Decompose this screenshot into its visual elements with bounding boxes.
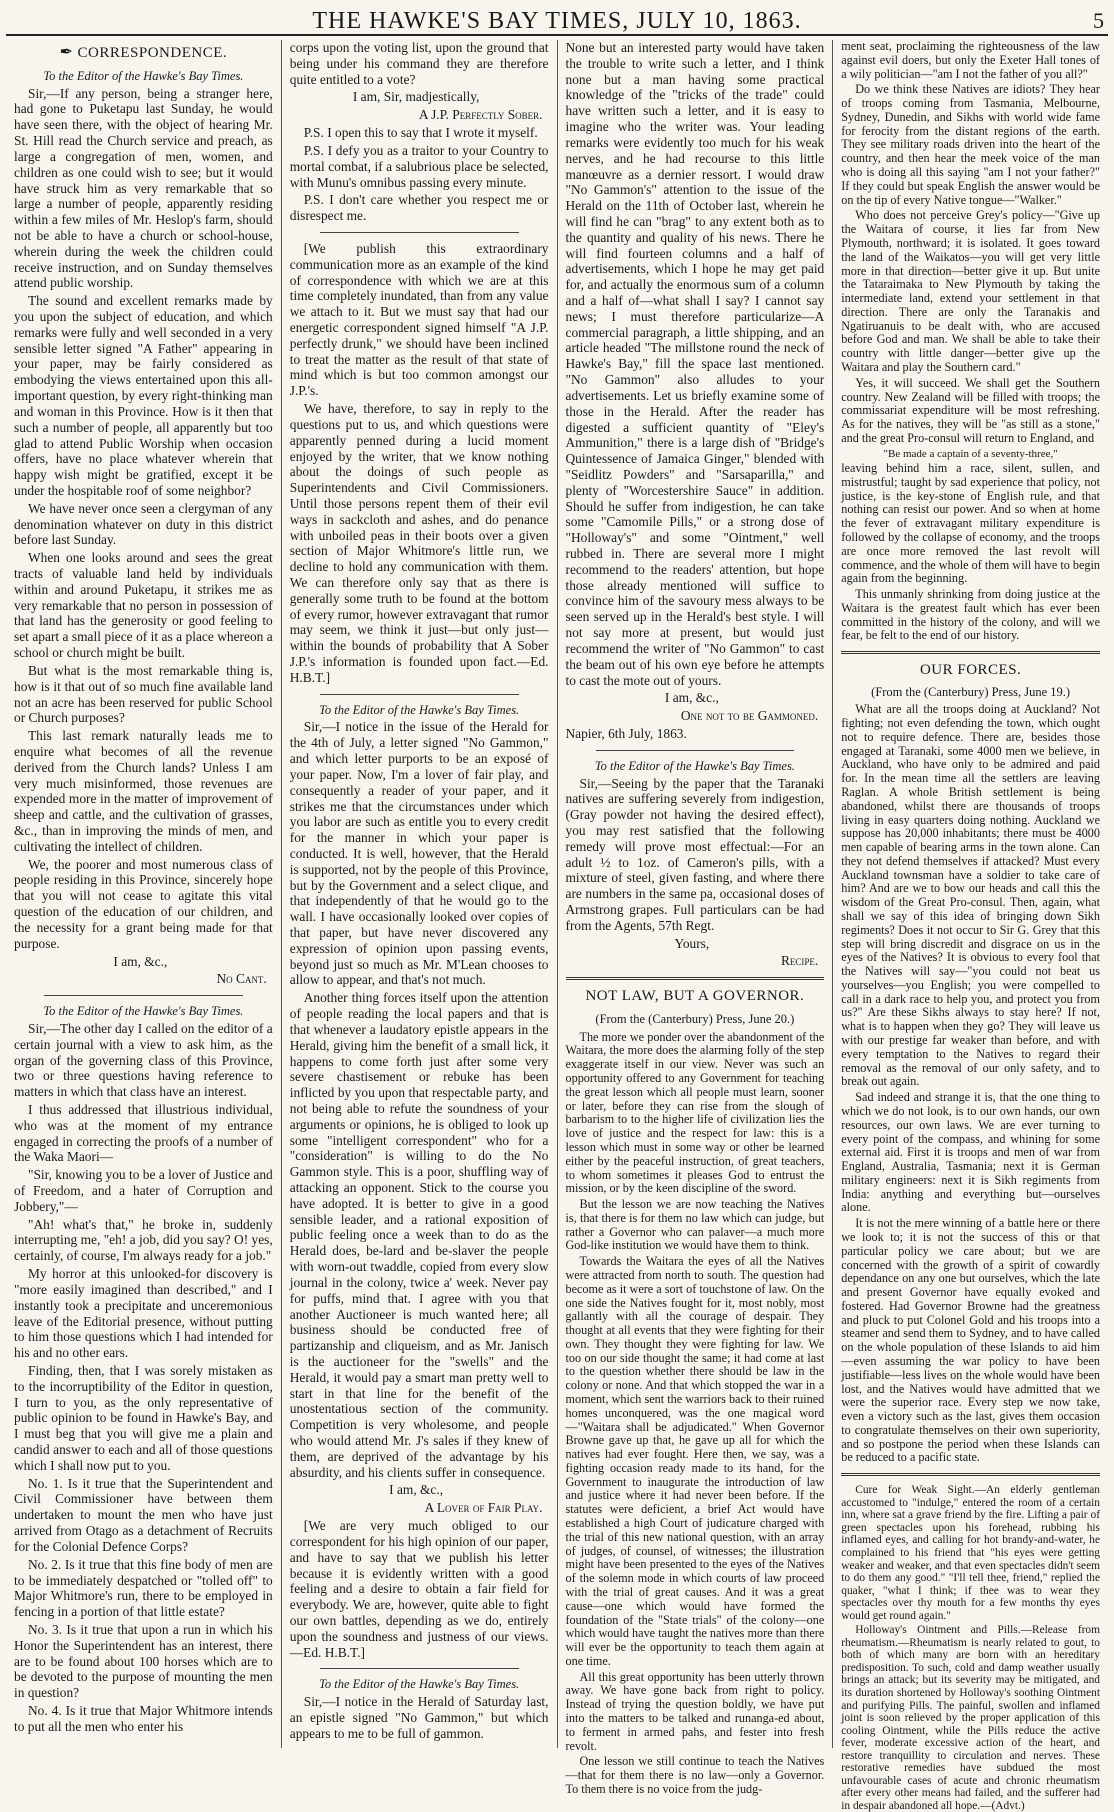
- divider: [320, 232, 519, 233]
- paragraph: This last remark naturally leads me to enquire what becomes of all the revenue derived from the Church lands? Unless I am very much misinformed, those revenues are expended more in the matter of improvement of sheep and cattle, and the cultivation of grasses, &c., than in improving the minds of men, and cultivating the intellect of children.: [14, 728, 273, 854]
- divider: [596, 750, 795, 751]
- divider: [44, 995, 243, 996]
- letter-closing: I am, &c.,: [664, 690, 719, 706]
- paragraph: This unmanly shrinking from doing justice at the Waitara is the greatest fault which has ever been committed in the history of the colony, and will we fear, be felt to the end of our history.: [841, 587, 1100, 643]
- paragraph: But what is the most remarkable thing is, how is it that out of so much fine available land not an acre has been reserved for public School or Church purposes?: [14, 662, 273, 726]
- paragraph: "Ah! what's that," he broke in, suddenly interrupting me, "eh! a job, did you say? O! yes, certainly, of course, I'm always ready for a job.": [14, 1216, 273, 1264]
- double-divider: [841, 1473, 1100, 1476]
- paragraph: No. 3. Is it true that upon a run in which his Honor the Superintendent has an interest, there are to be found about 100 horses which are to be devoted to the purpose of mounting the men in question?: [14, 1621, 273, 1701]
- postscript: P.S. I don't care whether you respect me or disrespect me.: [289, 192, 549, 224]
- letter-salutation: To the Editor of the Hawke's Bay Times.: [594, 758, 795, 773]
- paragraph: ment seat, proclaiming the righteousness of the law against evil doers, but only the Exeter Hall tones of a wily politician—"am I not the father of you all?": [841, 39, 1100, 81]
- paragraph: Yes, it will succeed. We shall get the Southern country. New Zealand will be filled with troops; the commissariat expenditure will be most refreshing. As for the natives, they will be "as still as a stone," and the great Pro-consul will return to England, and: [841, 375, 1100, 445]
- letter-signature: Recipe.: [780, 953, 819, 969]
- section-header-label: CORRESPONDENCE.: [77, 45, 228, 61]
- page-number: 5: [1093, 8, 1104, 33]
- paragraph: Another thing forces itself upon the attention of people reading the local papers and that is that whenever a laudatory epistle appears in the Herald, giving him the benefit of a small lick, it happens to come forth just after some very severe chastisement or rebuke has been inflicted by you upon that respectable party, and not being able to refute the soundness of your arguments or opinions, he is obliged to look up some "intelligent correspondent" who for a "consideration" is willing to do the No Gammon style. This is a poor, shuffling way of attacking an opponent. Stick to the course you have adopted. It is better to give in a good sensible leader, and a rational exposition of public feeling once a week than to do as the Herald does, be-lard and be-slaver the people with worn-out twaddle, copied from every slow journal in the colony, twice a' week. Never pay for puffs, mind that. I agree with you that another Auctioneer is much wanted here; all business should be conducted free of partizanship and cliqueism, and as Mr. Janisch is the auctioneer for the "swells" and the Herald, it would pay a smart man pretty well to start in that line for the benefit of the unostentatious section of the community. Competition is very wholesome, and people who would attend Mr. J's sales if they knew of them, are deprived of the advantage by his absurdity, and his clients suffer in consequence.: [289, 990, 549, 1480]
- letter-closing: I am, Sir, madjestically,: [352, 89, 480, 105]
- paragraph: "Sir, knowing you to be a lover of Justice and of Freedom, and a hater of Corruption and Jobbery,"—: [14, 1167, 273, 1214]
- paragraph: We have never once seen a clergyman of any denomination whatever on duty in this district before last Sunday.: [14, 500, 273, 548]
- letter-salutation: To the Editor of the Hawke's Bay Times.: [319, 1677, 520, 1692]
- paragraph: The sound and excellent remarks made by you upon the subject of education, and which remarks were fully and well seconded in a very sensible letter signed "A Father" appearing in your paper, may be fairly considered as embodying the views entertained upon this all-important question, by every right-thinking man and woman in this Province. How is it then that such a number of people, all apparently but too glad to attend Public Worship when occasion offers, have no place whatever wherein that happy wish might be gratified, except it be under the hospitable roof of some neighbor?: [14, 293, 273, 498]
- paragraph: One lesson we still continue to teach the Natives—that for them there is no law—only a Governor. To them there is no voice from the judg-: [565, 1754, 825, 1796]
- paragraph: I thus addressed that illustrious individual, who was at the moment of my entrance engaged in correcting the proofs of a number of the Waka Maori—: [14, 1101, 273, 1165]
- paragraph: Sir,—I notice in the Herald of Saturday last, an epistle signed "No Gammon," but which appears to me to be full of gammon.: [289, 1694, 549, 1741]
- paragraph: Sir,—I notice in the issue of the Herald for the 4th of July, a letter signed "No Gammon," and which letter purports to be an exposé of your paper. Now, I'm a lover of fair play, and consequently a reader of your paper, and it strikes me that the circumstances under which you labor are such as entitle you to every credit for the manner in which your paper is conducted. It is well, however, that the Herald is supported, not by the people of this Province, but by the Government and a select clique, and that independently of that he would go to the wall. I have occasionally looked over copies of that paper, but have never discovered any expression of opinion upon passing events, beyond just so much as Mr. M'Lean chooses to allow to appear, and that's not much.: [289, 719, 549, 988]
- editor-note: [We are very much obliged to our correspondent for his high opinion of our paper, and have to say that we publish his letter because it is evidently written with a good feeling and a desire to obtain a fair field for everybody. We are, however, quite able to fight our own battles, depending as we do, entirely upon the soundness and justness of our views.—Ed. H.B.T.]: [289, 1518, 549, 1660]
- divider: [320, 1668, 519, 1669]
- quotation: "Be made a captain of a seventy-three,": [883, 447, 1058, 460]
- columns: [6, 39, 1108, 1812]
- page-title: THE HAWKE'S BAY TIMES, JULY 10, 1863.: [312, 8, 802, 34]
- paragraph: All this great opportunity has been utterly thrown away. We have gone back from right to policy. Instead of trying the question boldly, we have put into the matters to be talked and runanga-ed about, to ferment in armed pahs, and fester into fresh revolt.: [565, 1669, 825, 1753]
- letter-closing: I am, &c.,: [389, 1482, 444, 1498]
- paragraph: No. 1. Is it true that the Superintendent and Civil Commissioner have between them undertaken to mount the men who have just arrived from Otago as a detachment of Recruits for the Colonial Defence Corps?: [14, 1475, 273, 1554]
- quill-icon: ✒: [59, 44, 74, 61]
- paragraph: No. 2. Is it true that this fine body of men are to be immediately despatched or "tolled off" to Major Whitmore's run, there to be employed in fencing in a portion of that little estate?: [14, 1556, 273, 1620]
- letter-signature: A Lover of Fair Play.: [424, 1500, 543, 1516]
- paragraph: But the lesson we are now teaching the Natives is, that there is for them no law which can judge, but rather a Governor who can palaver—a much more God-like institution we would have them to think.: [565, 1197, 825, 1253]
- paragraph: corps upon the voting list, upon the ground that being under his command they are therefore quite entitled to a vote?: [289, 40, 549, 87]
- letter-closing: Yours,: [674, 935, 710, 951]
- column-4: [833, 39, 1108, 1812]
- masthead: [6, 4, 1108, 36]
- paragraph: When one looks around and sees the great tracts of valuable land held by individuals within and around Puketapu, it strikes me as very remarkable that no person in possession of that land has the generosity or good feeling to set apart a small piece of it as a place whereon a school or church might be built.: [14, 550, 273, 661]
- letter-place-date: Napier, 6th July, 1863.: [565, 725, 687, 741]
- article-source: (From the (Canterbury) Press, June 20.): [595, 1011, 795, 1026]
- letter-salutation: To the Editor of the Hawke's Bay Times.: [43, 68, 244, 83]
- article-source: (From the (Canterbury) Press, June 19.): [871, 685, 1071, 700]
- paragraph: We, the poorer and most numerous class of people residing in this Province, sincerely hope that you will not cease to agitate this vital question of the education of our children, and the necessity for a grant being made for that purpose.: [14, 856, 273, 951]
- paragraph: None but an interested party would have taken the trouble to write such a letter, and I think none but a man having some practical knowledge of the "tricks of the trade" could have written such a letter, and it is easy to imagine who the writer was. Your leading remarks were evidently too much for his weak nerves, and he had recourse to this little manœuvre as a dernier ressort. I would draw "No Gammon's" attention to the issue of the Herald on the 11th of October last, wherein he will find he can "brag" to any extent both as to the quantity and quality of his news. There he will find fourteen columns and a half of advertisements, which I hope he may get paid for, and actually the enormous sum of a column and a half of—what shall I say? I cannot say news; I must therefore particularize—A commercial paragraph, a little shipping, and an article headed "The millstone round the neck of Hawke's Bay," fill the space last mentioned. "No Gammon" also alludes to your advertisements. Let us briefly examine some of those in the Herald. After the reader has digested a sufficient quantity of "Eley's Ammunition," there is a large dish of "Bridge's Quintessence of Jamaica Ginger," blended with "Seidlitz Powders" and "Sarsaparilla," and plenty of "Worcestershire Sauce" in addition. Should he suffer from indigestion, he can take some "Camomile Pills," or a strong dose of "Holloway's" and some "Ointment," well rubbed in. There are several more I might recommend to the readers' attention, but hope those already mentioned will suffice to convince him of the savoury mess always to be seen served up in the Herald's best style. I will not say more at present, but would just recommend the writer of "No Gammon" to cast the beam out of his own eye before he attempts to cast the mote out of yours.: [565, 40, 825, 688]
- double-divider: [841, 651, 1100, 654]
- paragraph: Sir,—If any person, being a stranger here, had gone to Puketapu last Sunday, he would have seen there, with the object of hearing Mr. St. Hill read the Church service and preach, as large a congregation of men, women, and children as one could wish to see; but it would have struck him as very remarkable that so large a number of people, apparently residing within a few miles of Mr. Heslop's farm, should not be able to have a church or school-house, wherein during the week the children could receive instruction, and on Sunday themselves attend public worship.: [14, 85, 273, 291]
- article-body: [566, 1031, 825, 1797]
- paragraph: Finding, then, that I was sorely mistaken as to the incorruptibility of the Editor in question, I turn to you, as the only representative of public opinion to be found in Hawke's Bay, and I must beg that you will give me a plain and candid answer to each and all of those questions which I shall now put to you.: [14, 1362, 273, 1473]
- paragraph: Cure for Weak Sight.—An elderly gentleman accustomed to "indulge," entered the room of a certain inn, where sat a grave friend by the fire. Lifting a pair of green spectacles upon his forehead, rubbing his inflamed eyes, and calling for hot brandy-and-water, he complained to his friend that "his eyes were getting weaker and weaker, and that even spectacles didn't seem to do them any good." "I'll tell thee, friend," replied the quaker, "what I think; if thee was to wear they spectacles over thy mouth for a few months thy eyes would get round again.": [841, 1484, 1100, 1622]
- letter-signature: A J.P. Perfectly Sober.: [418, 107, 543, 123]
- letter-signature: One not to be Gammoned.: [680, 708, 819, 724]
- postscript: P.S. I open this to say that I wrote it myself.: [303, 125, 538, 141]
- paragraph: No. 4. Is it true that Major Whitmore intends to put all the men who enter his: [14, 1703, 273, 1734]
- paragraph: Sad indeed and strange it is, that the one thing to which we do not look, is to our own hands, our own resources, our own laws. We are ever turning to every point of the compass, and whining for some external aid. First it is troops and men of war from England, Australia, Tasmania; next it is German military engineers: next it is Sikh regiments from India: anything and everything but—ourselves alone.: [841, 1090, 1100, 1215]
- article-title: OUR FORCES.: [919, 662, 1022, 679]
- paragraph: Towards the Waitara the eyes of all the Natives were attracted from north to south. The question had become as it were a sort of touchstone of law. On the one side the Natives fought for it, most nobly, most gallantly with all the courage of despair. They thought at all events that they were fighting for their own. They thought they were fighting for law. We too on our side thought the same; it had come at last to the question whether there should be law in the colony or none. And that which stopped the war in a moment, which sent the warriors back to their ruined homes unconquered, was the one magical word—"Waitara shall be adjudicated." When Governor Browne gave up that, he gave up all for which the natives had ever fought. Here then, we say, was a fighting occasion ready made to its hand, for the Government to inaugurate the introduction of law and justice where it had never been before. If the statutes were deficient, a brief Act would have established a high Court of judicature charged with the trial of this new national question, with an array of judges, of counsel, of witnesses; the illustration might have been presented to the eyes of the Natives of the solemn mode in which courts of law proceed with the trial of great causes. And it was a great cause—one which would have formed the foundation of the "State trials" of the colony—one which would have taught the natives more than there will ever be the opportunity to teach them again at one time.: [565, 1254, 825, 1668]
- editor-note: We have, therefore, to say in reply to the questions put to us, and which questions were apparently penned during a lucid moment enjoyed by the writer, that we know nothing about the doings of such people as Superintendents and Civil Commissioners. Until those persons repent them of their evil ways in sackcloth and ashes, and do penance with unboiled peas in their boots over a given section of Major Whitmore's little run, we decline to hold any communication with them. We can therefore only say that as there is generally some truth to be found at the bottom of every rumor, however extravagant that rumor may seem, we think it just—but only just—within the bounds of probability that A Sober J.P.'s information is founded upon fact.—Ed. H.B.T.]: [289, 401, 549, 685]
- column-2: [282, 40, 558, 1748]
- letter-salutation: To the Editor of the Hawke's Bay Times.: [319, 702, 520, 717]
- paragraph: What are all the troops doing at Auckland? Not fighting; not even defending the town, which ought not to require defence. There are, besides those engaged at Taranaki, some 4000 men we believe, in Auckland, who have only to be admired and paid for. In the mean time all the settlers are leaving Raglan. A whole British settlement is being abandoned, whilst there are thousands of troops living in easy quarters doing nothing. Auckland we suppose has 20,000 inhabitants; there must be 4000 men capable of bearing arms in the town alone. Can they not defend themselves if attacked? Must every Auckland townsman have a soldier to take care of him? And are we to bow our heads and call this the wisdom of the Great Pro-consul. Then, again, what shall we say of this idea of bringing down Sikh regiments? Does it not occur to Sir G. Grey that this step will bring discredit and disgrace on us in the eyes of the Natives? It is obvious to every fool that the Natives will say—"you could not beat us yourselves—you English; you were compelled to call in a dark race to help you, and protect you from us?" Are these Sikhs always to stay here? If not, what is to happen when they go? They will leave us with our prestige far weaker than before, and with every temptation to the Natives to regard their removal as the removal of our only safety, and to break out again.: [841, 702, 1100, 1089]
- postscript: P.S. I defy you as a traitor to your Country to mortal combat, if a salubrious place be selected, with Munu's omnibus passing every minute.: [289, 142, 549, 190]
- divider: [320, 694, 519, 695]
- article-title: NOT LAW, BUT A GOVERNOR.: [585, 988, 805, 1005]
- editor-note: [We publish this extraordinary communication more as an example of the kind of correspondence with which we are at this time completely inundated, than from any value we attach to it. But we must say that had our energetic correspondent signed himself "A J.P. perfectly drunk," we should have been inclined to treat the matter as the result of that state of mind which is but too common amongst our J.P.'s.: [289, 240, 549, 399]
- letter-salutation: To the Editor of the Hawke's Bay Times.: [43, 1004, 244, 1019]
- paragraph: leaving behind him a race, silent, sullen, and mistrustful; taught by sad experience that policy, not justice, is the key-stone of English rule, and that nothing can resist our power. And so when at home the fever of extravagant military expenditure is followed by the collapse of economy, and the troops are once more removed the last revolt will commence, and the whole of them will have to begin again from the beginning.: [841, 461, 1100, 586]
- paragraph: It is not the mere winning of a battle here or there we look to; it is not the success of this or that particular policy we care about; but we are concerned with the growth of a spirit of cowardly dependance on any one but ourselves, which the late and present Governor have equally evoked and fostered. Had Governor Browne had the greatness and pluck to put Colonel Gold and his troops into a steamer and send them to Sydney, and to have called on the whole population of these Islands to aid him—even assuming the war policy to have been justifiable—less lives on the whole would have been lost, and the Natives would have admitted that we were the superior race. Every step we now take, even a victory such as the last, gives them occasion to congratulate themselves on their own superiority, and so postpone the period when these Islands can be reduced to a pacific state.: [841, 1216, 1100, 1465]
- advertisement: Holloway's Ointment and Pills.—Release from rheumatism.—Rheumatism is nearly related to gout, to both of which many are born with an hereditary predisposition. To such, cold and damp weather usually brings an attack; but its severity may be mitigated, and its duration shortened by Holloway's soothing Ointment and purifying Pills. The painful, swollen and inflamed joint is soon relieved by the proper application of this cooling Ointment, while the Pills reduce the active fever, moderate excessive action of the heart, and restore tranquillity to circulation and nerves. These restorative remedies have subdued the most unfavourable cases of acute and chronic rheumatism after every other means had failed, and the sufferer had in despair abandoned all hope.—(Advt.): [841, 1624, 1100, 1812]
- column-3: [558, 40, 834, 1796]
- letter-closing: I am, &c.,: [113, 953, 168, 969]
- paragraph: Sir,—The other day I called on the editor of a certain journal with a view to ask him, as the organ of the governing class of this Province, two or three questions having reference to matters in which that class have an interest.: [14, 1020, 273, 1100]
- paragraph: Sir,—Seeing by the paper that the Taranaki natives are suffering severely from indigestion, (Gray powder not having the desired effect), you may rest satisfied that the following remedy will prove most effectual:—For an adult ½ to 1oz. of Cameron's pills, with a mixture of steel, given fasting, and where there are numbers in the same pa, occasional doses of Armstrong grapes. Full particulars can be had from the Agents, 57th Regt.: [565, 775, 825, 933]
- column-1: [6, 40, 282, 1748]
- paragraph: My horror at this unlooked-for discovery is "more easily imagined than described," and I instantly took a precipitate and unceremonious leave of the Editorial presence, without putting to him those questions which I had intended for his and no other ears.: [14, 1266, 273, 1361]
- letter-signature: No Cant.: [216, 971, 267, 987]
- paragraph: The more we ponder over the abandonment of the Waitara, the more does the alarming folly of the step exaggerate itself in our view. Never was such an opportunity offered to any Government for teaching the great lesson which all people must learn, sooner or later, before they can rise from the slough of barbarism to to the higher life of civilization lies the love of justice and the respect for law: this is a lesson which must in some way or other be learned either by the peaceful instruction, of great teachers, to whom sometimes it pleases God to entrust the mission, or by the keen discipline of the sword.: [565, 1029, 825, 1196]
- section-header: [14, 44, 273, 63]
- paragraph: Do we think these Natives are idiots? They hear of troops coming from Tasmania, Melbourne, Sydney, Dunedin, and Sikhs with world wide fame for ferocity from the distant regions of the earth. They see military roads driven into the heart of the country, and then hear the meek voice of the man who is doing all this saying "am I not your father?" If they could but speak English the answer would be on the tip of every Native tongue—"Walker.": [841, 82, 1100, 207]
- paragraph: Who does not perceive Grey's policy—"Give up the Waitara of course, it lies far from New Plymouth, northward; it is isolated. It goes toward the land of the Waikatos—you will get very little more in that direction—better give it up. But unite the Tataraimaka to New Plymouth by taking the intermediate land, extend your settlement in that direction. There are only the Taranakis and Ngatiruanuis to be dealt with, who are accused before God and man. We shall be able to take their country with little danger—better give up the Waitara and play the Southern card.": [841, 208, 1100, 374]
- double-divider: [566, 977, 825, 980]
